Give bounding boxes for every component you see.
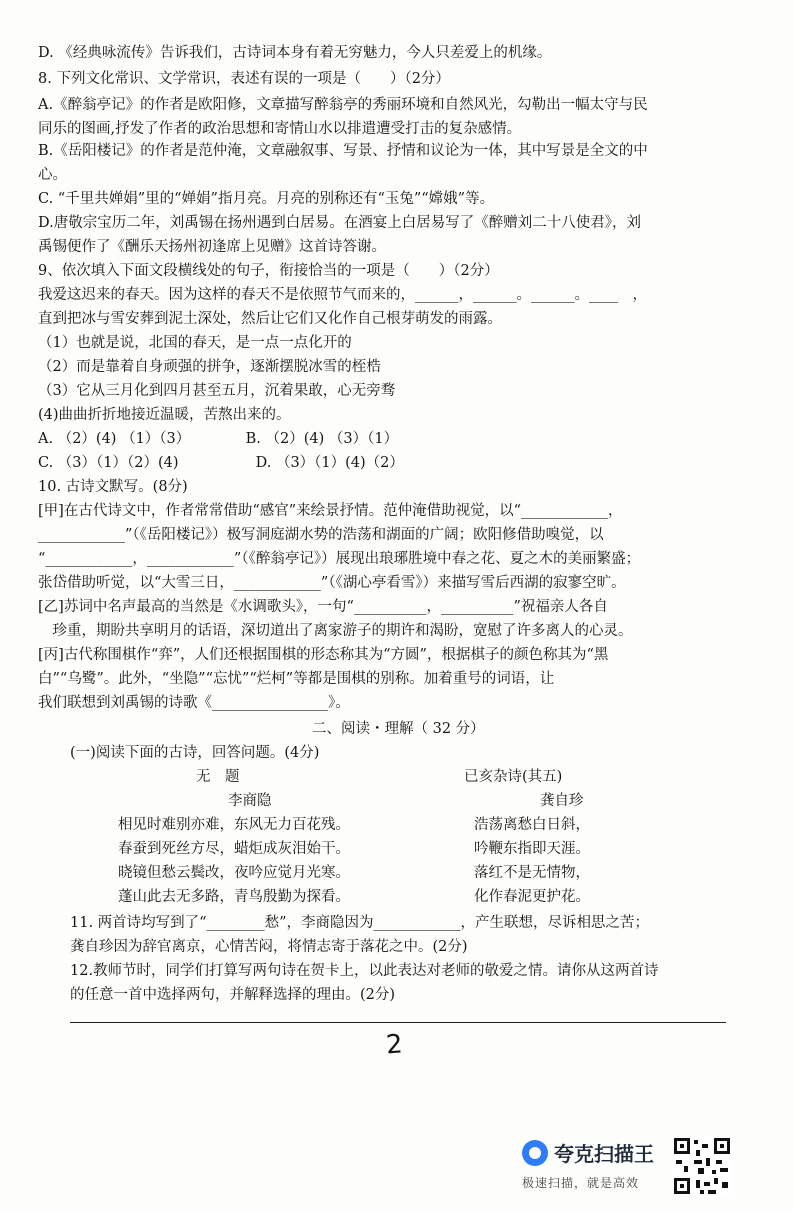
option-7d: D. 《经典咏流传》告诉我们，古诗词本身有着无穷魅力，今人只差爱上的机缘。 [38, 45, 552, 61]
scanner-slogan: 极速扫描，就是高效 [522, 1176, 640, 1190]
question-12: 12.教师节时，同学们打算写两句诗在贺卡上，以此表达对老师的敬爱之情。请你从这两首诗 [70, 963, 659, 979]
question-11-cont: 龚自珍因为辞官离京，心情苦闷，将情志寄于落花之中。(2分) [70, 939, 468, 955]
q10-bing-3: 我们联想到刘禹锡的诗歌《________________》。 [38, 695, 350, 711]
poem2-line: 落红不是无情物， [474, 865, 590, 881]
poem1-title: 无 题 [196, 769, 240, 785]
q10-jia-3: “____________，____________”（《醉翁亭记》）展现出琅琊胜境中春之花、夏之木的美丽繁盛； [38, 551, 641, 567]
q10-bing-1: [丙]古代称围棋作“弈”，人们还根据围棋的形态称其为“方圆”，根据棋子的颜色称其为“黑 [38, 647, 609, 663]
poem1-author: 李商隐 [228, 793, 272, 809]
poem2-title: 已亥杂诗(其五) [464, 769, 563, 785]
question-9-passage: 我爱这迟来的春天。因为这样的春天不是依照节气而来的，______，______。______。____ ， [38, 287, 647, 303]
scanner-app-name: 夸克扫描王 [554, 1142, 654, 1166]
question-9: 9、依次填入下面文段横线处的句子，衔接恰当的一项是（ ）（2分） [38, 263, 499, 279]
options-9-cd: C. （3）（1）（2）(4) D. （3）（1）(4)（2） [38, 455, 404, 471]
question-10: 10. 古诗文默写。(8分) [38, 479, 188, 495]
poem2-line: 浩荡离愁白日斜， [474, 817, 590, 833]
poem2-line: 化作春泥更护花。 [474, 889, 590, 905]
option-8b-cont: 心。 [38, 167, 67, 183]
qr-code-icon [672, 1136, 732, 1196]
q10-jia-2: ____________”（《岳阳楼记》）极写洞庭湖水势的浩荡和湖面的广阔；欧阳修借助嗅觉，以 [38, 527, 604, 543]
option-8c: C. “千里共婵娟”里的“婵娟”指月亮。月亮的别称还有“玉兔”“嫦娥”等。 [38, 191, 495, 207]
sentence-4: (4)曲曲折折地接近温暖，苦熬出来的。 [38, 407, 291, 423]
q10-jia-1: [甲]在古代诗文中，作者常常借助“感官”来绘景抒情。范仲淹借助视觉，以“____________， [38, 503, 623, 519]
option-8b: B.《岳阳楼记》的作者是范仲淹，文章融叙事、写景、抒情和议论为一体，其中写景是全文的中 [38, 143, 648, 159]
poem1-line: 蓬山此去无多路，青鸟殷勤为探看。 [118, 889, 350, 905]
section-title: 二、阅读・理解（ 32 分） [312, 721, 485, 737]
option-8a: A.《醉翁亭记》的作者是欧阳修，文章描写醉翁亭的秀丽环境和自然风光，勾勒出一幅太守与民 [38, 97, 648, 113]
answer-line [70, 1022, 726, 1023]
poem2-author: 龚自珍 [540, 793, 584, 809]
question-8: 8. 下列文化常识、文学常识，表述有误的一项是（ ）（2分） [38, 71, 450, 87]
sentence-1: （1）也就是说，北国的春天，是一点一点化开的 [38, 335, 352, 351]
poem1-line: 晓镜但愁云鬓改，夜吟应觉月光寒。 [118, 865, 350, 881]
option-8d-cont: 禹锡便作了《酬乐天扬州初逢席上见赠》这首诗答谢。 [38, 239, 386, 255]
poem2-line: 吟鞭东指即天涯。 [474, 841, 590, 857]
sentence-2: （2）而是靠着自身顽强的拼争，逐渐摆脱冰雪的桎梏 [38, 359, 381, 375]
sub-section-title: (一)阅读下面的古诗，回答问题。(4分) [70, 745, 320, 761]
options-9-ab: A. （2）(4) （1）（3） B. （2）(4) （3）（1） [38, 431, 399, 447]
option-8a-cont: 同乐的图画,抒发了作者的政治思想和寄情山水以排遣遭受打击的复杂感情。 [38, 121, 522, 137]
scanner-logo [522, 1138, 654, 1167]
quark-logo-icon [522, 1140, 548, 1166]
sentence-3: （3）它从三月化到四月甚至五月，沉着果敢，心无旁骛 [38, 383, 396, 399]
poem1-line: 相见时难别亦难，东风无力百花残。 [118, 817, 350, 833]
q10-yi-1: [乙]苏词中名声最高的当然是《水调歌头》，一句“__________，__________”祝福亲人各自 [38, 599, 608, 615]
option-8d: D.唐敬宗宝历二年，刘禹锡在扬州遇到白居易。在酒宴上白居易写了《醉赠刘二十八使君》，刘 [38, 215, 641, 231]
question-12-cont: 的任意一首中选择两句，并解释选择的理由。(2分) [70, 987, 396, 1003]
question-11: 11. 两首诗均写到了“________愁”，李商隐因为____________，产生联想，尽诉相思之苦； [70, 915, 649, 931]
q10-jia-4: 张岱借助听觉，以“大雪三日，____________”（《湖心亭看雪》）来描写雪后西湖的寂寥空旷。 [38, 575, 626, 591]
q10-yi-2: 珍重，期盼共享明月的话语，深切道出了离家游子的期许和渴盼，宽慰了许多离人的心灵。 [38, 623, 633, 639]
poem1-line: 春蚕到死丝方尽，蜡炬成灰泪始干。 [118, 841, 350, 857]
q10-bing-2: 白”“乌鹭”。此外，“坐隐”“忘忧”“烂柯”等都是围棋的别称。加着重号的词语，让 [38, 671, 555, 687]
page-number: 2 [384, 1029, 404, 1061]
question-9-passage-cont: 直到把冰与雪安葬到泥土深处，然后让它们又化作自己根芽萌发的雨露。 [38, 311, 502, 327]
